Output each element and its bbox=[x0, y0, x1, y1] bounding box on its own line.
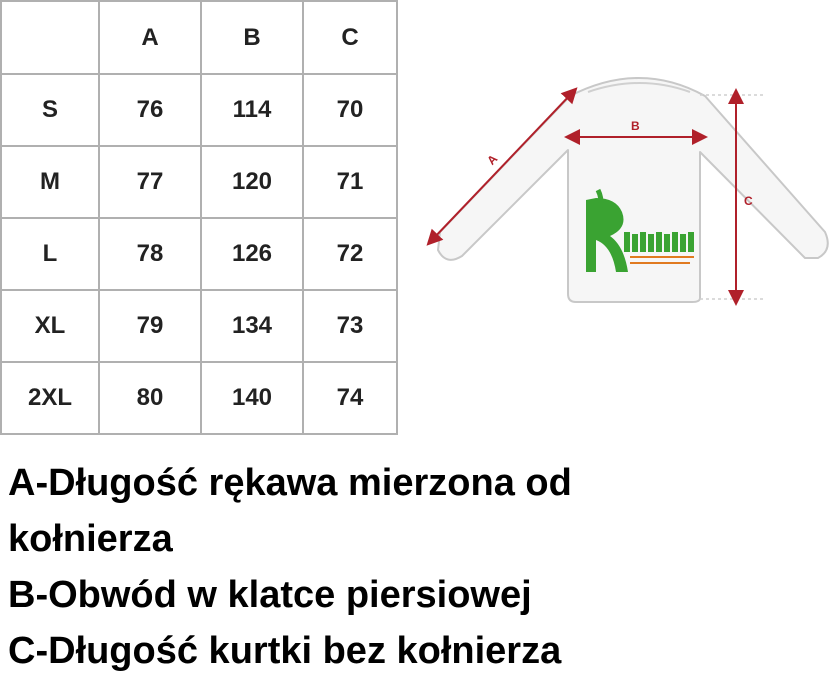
value-a: 76 bbox=[99, 74, 201, 146]
value-a: 79 bbox=[99, 290, 201, 362]
legend-line-b: B-Obwód w klatce piersiowej bbox=[8, 574, 532, 616]
header-cell-a: A bbox=[99, 1, 201, 74]
value-b: 134 bbox=[201, 290, 303, 362]
size-label: L bbox=[1, 218, 99, 290]
size-label: S bbox=[1, 74, 99, 146]
size-label: M bbox=[1, 146, 99, 218]
table-row bbox=[1, 362, 397, 434]
table-row bbox=[1, 146, 397, 218]
value-a: 78 bbox=[99, 218, 201, 290]
legend bbox=[8, 455, 828, 679]
size-label: XL bbox=[1, 290, 99, 362]
table-header-row bbox=[1, 1, 397, 74]
jacket-measurement-diagram bbox=[425, 60, 835, 320]
jacket-outline bbox=[438, 78, 828, 302]
value-b: 114 bbox=[201, 74, 303, 146]
value-b: 120 bbox=[201, 146, 303, 218]
value-c: 70 bbox=[303, 74, 397, 146]
value-a: 77 bbox=[99, 146, 201, 218]
arrow-b-label: B bbox=[631, 119, 640, 133]
table-row bbox=[1, 74, 397, 146]
value-c: 72 bbox=[303, 218, 397, 290]
value-b: 126 bbox=[201, 218, 303, 290]
legend-line-a-continued: kołnierza bbox=[8, 518, 173, 560]
value-c: 71 bbox=[303, 146, 397, 218]
arrow-c-label: C bbox=[744, 194, 753, 208]
table-row bbox=[1, 218, 397, 290]
arrow-a-label: A bbox=[484, 151, 501, 168]
header-cell-b: B bbox=[201, 1, 303, 74]
legend-line-a: A-Długość rękawa mierzona od bbox=[8, 462, 572, 504]
value-b: 140 bbox=[201, 362, 303, 434]
value-c: 74 bbox=[303, 362, 397, 434]
legend-line-c: C-Długość kurtki bez kołnierza bbox=[8, 630, 562, 672]
value-a: 80 bbox=[99, 362, 201, 434]
header-cell-corner bbox=[1, 1, 99, 74]
table-row bbox=[1, 290, 397, 362]
size-table bbox=[0, 0, 398, 435]
header-cell-c: C bbox=[303, 1, 397, 74]
value-c: 73 bbox=[303, 290, 397, 362]
size-label: 2XL bbox=[1, 362, 99, 434]
